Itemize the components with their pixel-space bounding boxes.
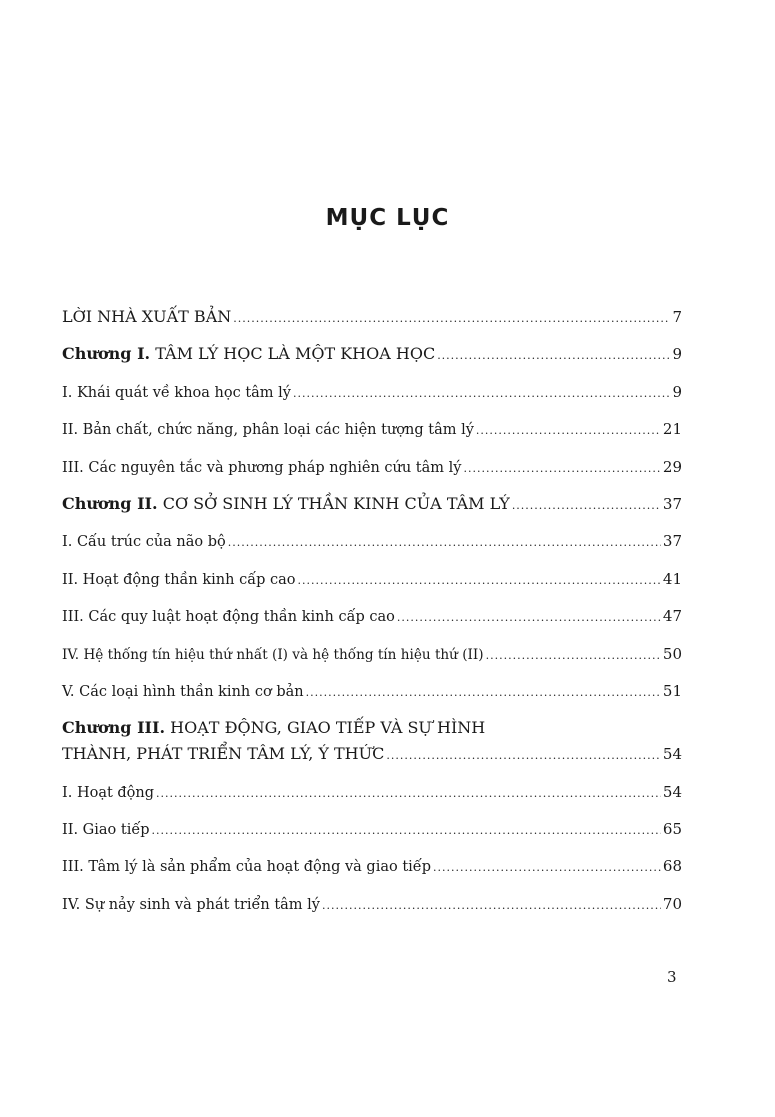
toc-entry-page: 7 — [672, 308, 682, 326]
dot-leader — [512, 497, 661, 515]
toc-entry[interactable] — [62, 682, 682, 702]
toc-entry[interactable] — [62, 420, 682, 440]
toc-entry-label: II. Hoạt động thần kinh cấp cao — [62, 571, 296, 588]
dot-leader — [293, 385, 670, 403]
toc-chapter-entry[interactable] — [62, 495, 682, 515]
toc-entry[interactable] — [62, 783, 682, 803]
chapter-lead: Chương I. — [62, 344, 151, 364]
toc-entry-label: II. Giao tiếp — [62, 822, 150, 839]
dot-leader — [433, 859, 661, 877]
toc-entry-label: I. Hoạt động — [62, 784, 155, 801]
toc-entry-label: IV. Hệ thống tín hiệu thứ nhất (I) và hệ thống tín hiệu thứ (II) — [62, 646, 484, 663]
chapter-heading-line-1 — [62, 719, 682, 737]
toc-entry-label: IV. Sự nảy sinh và phát triển tâm lý — [62, 896, 320, 913]
dot-leader — [297, 572, 660, 590]
toc-entry-label: I. Khái quát về khoa học tâm lý — [62, 384, 291, 401]
dot-leader — [486, 647, 661, 665]
toc-entry-page: 68 — [662, 857, 682, 876]
dot-leader — [322, 897, 661, 915]
toc-entry-page: 37 — [662, 494, 682, 513]
dot-leader — [437, 347, 670, 365]
toc-entry-page: 41 — [662, 569, 682, 588]
chapter-lead: Chương III. — [62, 718, 166, 738]
toc-entry[interactable] — [62, 895, 682, 915]
toc-entry-label: II. Bản chất, chức năng, phân loại các hiện tượng tâm lý — [62, 422, 474, 439]
page-title: MỤC LỤC — [325, 205, 450, 231]
table-of-contents — [62, 308, 682, 932]
toc-entry-page: 37 — [662, 532, 682, 551]
page-number: 3 — [667, 968, 677, 986]
chapter-title-line-2: THÀNH, PHÁT TRIỂN TÂM LÝ, Ý THỨC — [62, 744, 385, 764]
toc-entry-page: 54 — [662, 745, 682, 764]
toc-entry-page: 21 — [662, 420, 682, 439]
toc-entry-label — [62, 345, 435, 363]
toc-chapter-entry[interactable] — [62, 719, 682, 765]
toc-entry[interactable] — [62, 820, 682, 840]
toc-entry-page: 51 — [662, 681, 682, 700]
chapter-heading-line-2 — [62, 745, 682, 765]
dot-leader — [228, 534, 661, 552]
toc-entry[interactable] — [62, 532, 682, 552]
toc-entry-label: III. Các nguyên tắc và phương pháp nghiên cứu tâm lý — [62, 459, 462, 476]
dot-leader — [476, 422, 661, 440]
toc-entry-label: III. Tâm lý là sản phẩm của hoạt động và giao tiếp — [62, 859, 432, 876]
toc-entry-label: LỜI NHÀ XUẤT BẢN — [62, 307, 232, 326]
toc-entry[interactable] — [62, 570, 682, 590]
toc-entry-page: 65 — [662, 820, 682, 839]
toc-entry-page: 70 — [662, 894, 682, 913]
toc-entry-page: 9 — [672, 345, 682, 364]
dot-leader — [397, 609, 661, 627]
toc-entry[interactable] — [62, 607, 682, 627]
toc-entry[interactable] — [62, 458, 682, 478]
dot-leader — [156, 785, 661, 803]
dot-leader — [463, 460, 660, 478]
toc-entry-page: 54 — [662, 782, 682, 801]
chapter-lead: Chương II. — [62, 493, 158, 513]
dot-leader — [152, 822, 661, 840]
toc-entry[interactable] — [62, 383, 682, 403]
toc-entry[interactable] — [62, 308, 682, 328]
toc-entry[interactable] — [62, 645, 682, 665]
chapter-title: CƠ SỞ SINH LÝ THẦN KINH CỦA TÂM LÝ — [157, 493, 510, 513]
toc-entry-page: 29 — [662, 457, 682, 476]
toc-entry-page: 47 — [662, 607, 682, 626]
dot-leader — [233, 310, 670, 328]
toc-entry-label: I. Cấu trúc của não bộ — [62, 534, 226, 551]
toc-entry-label — [62, 495, 510, 513]
toc-entry-label: III. Các quy luật hoạt động thần kinh cấp cao — [62, 609, 395, 626]
toc-entry-page: 50 — [662, 644, 682, 663]
chapter-title: TÂM LÝ HỌC LÀ MỘT KHOA HỌC — [150, 344, 436, 364]
chapter-title-line-1: HOẠT ĐỘNG, GIAO TIẾP VÀ SỰ HÌNH — [165, 718, 486, 738]
dot-leader — [306, 684, 661, 702]
toc-entry-label — [62, 719, 485, 737]
toc-entry-page: 9 — [672, 382, 682, 401]
toc-entry-label: V. Các loại hình thần kinh cơ bản — [62, 683, 304, 700]
toc-chapter-entry[interactable] — [62, 345, 682, 365]
dot-leader — [386, 747, 661, 765]
toc-entry[interactable] — [62, 857, 682, 877]
